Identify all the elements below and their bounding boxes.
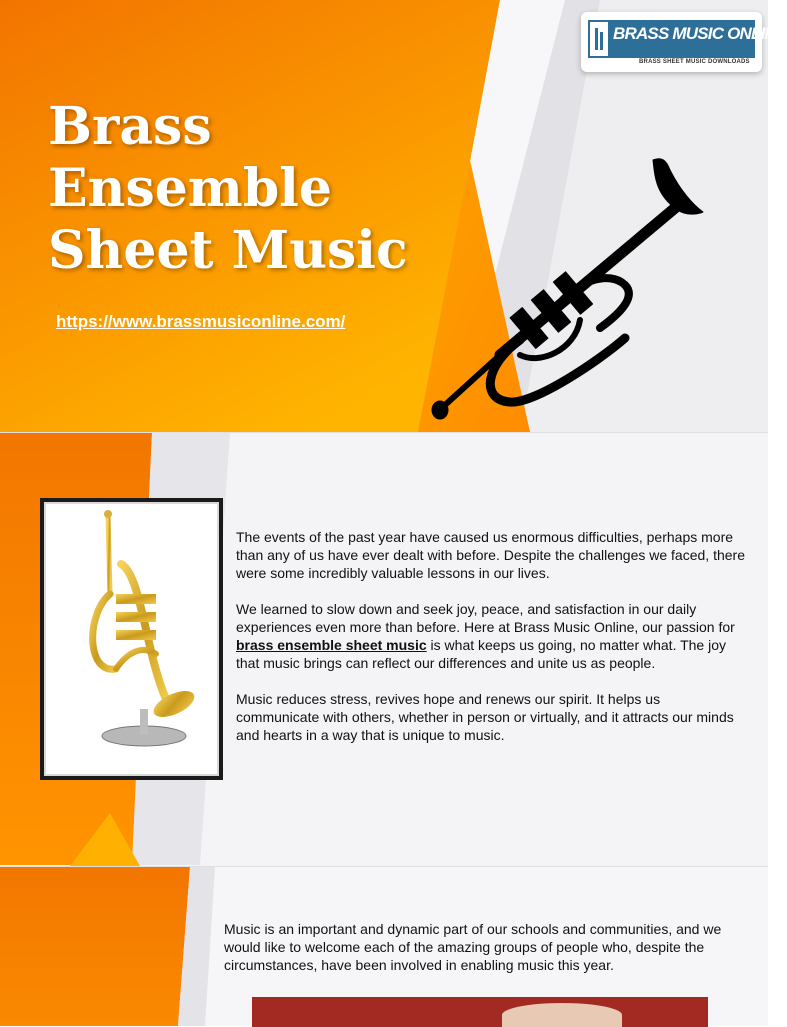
brand-logo[interactable] <box>581 12 787 72</box>
content-slide-1 <box>0 432 768 866</box>
logo-name: BRASS MUSIC ONLINE <box>613 24 787 43</box>
title-line-1: Brass <box>48 96 212 157</box>
website-link[interactable]: https://www.brassmusiconline.com/ <box>56 312 346 331</box>
title-line-2: Ensemble <box>48 158 333 219</box>
welcome-text <box>224 920 734 992</box>
title-line-3: Sheet Music <box>48 220 408 281</box>
page-title <box>48 96 408 282</box>
content-slide-2 <box>0 866 768 1026</box>
intro-text <box>236 528 746 762</box>
brass-ensemble-link[interactable]: brass ensemble sheet music <box>236 637 427 653</box>
trumpet-photo <box>40 498 223 780</box>
paragraph-2 <box>236 600 746 672</box>
paragraph-1: The events of the past year have caused us enormous difficulties, perhaps more than any of us have ever dealt with before. Despite the challenges we faced, there were some incredibly valuable lessons in our lives. <box>236 529 745 581</box>
paragraph-2-end: is what keeps us going, no matter what. The joy that music brings can reflect our differences and unite us as people. <box>236 637 727 671</box>
logo-tagline: BRASS SHEET MUSIC DOWNLOADS <box>639 59 750 65</box>
gold-trumpet-photo <box>44 502 219 776</box>
ensemble-photo <box>252 997 708 1027</box>
title-slide <box>0 0 787 432</box>
paragraph-3: Music reduces stress, revives hope and renews our spirit. It helps us communicate with others, whether in person or virtually, and it attracts our minds and hearts in a way that is unique to music. <box>236 691 734 743</box>
paragraph-2-start: We learned to slow down and seek joy, peace, and satisfaction in our daily experiences even more than before. Here at Brass Music Online, our passion for <box>236 601 735 635</box>
trumpet-silhouette-icon <box>425 150 715 430</box>
paragraph-1: Music is an important and dynamic part of our schools and communities, and we would like to welcome each of the amazing groups of people who, despite the circumstances, have been involved in enabling music this year. <box>224 921 722 973</box>
music-stand-icon <box>590 22 608 56</box>
